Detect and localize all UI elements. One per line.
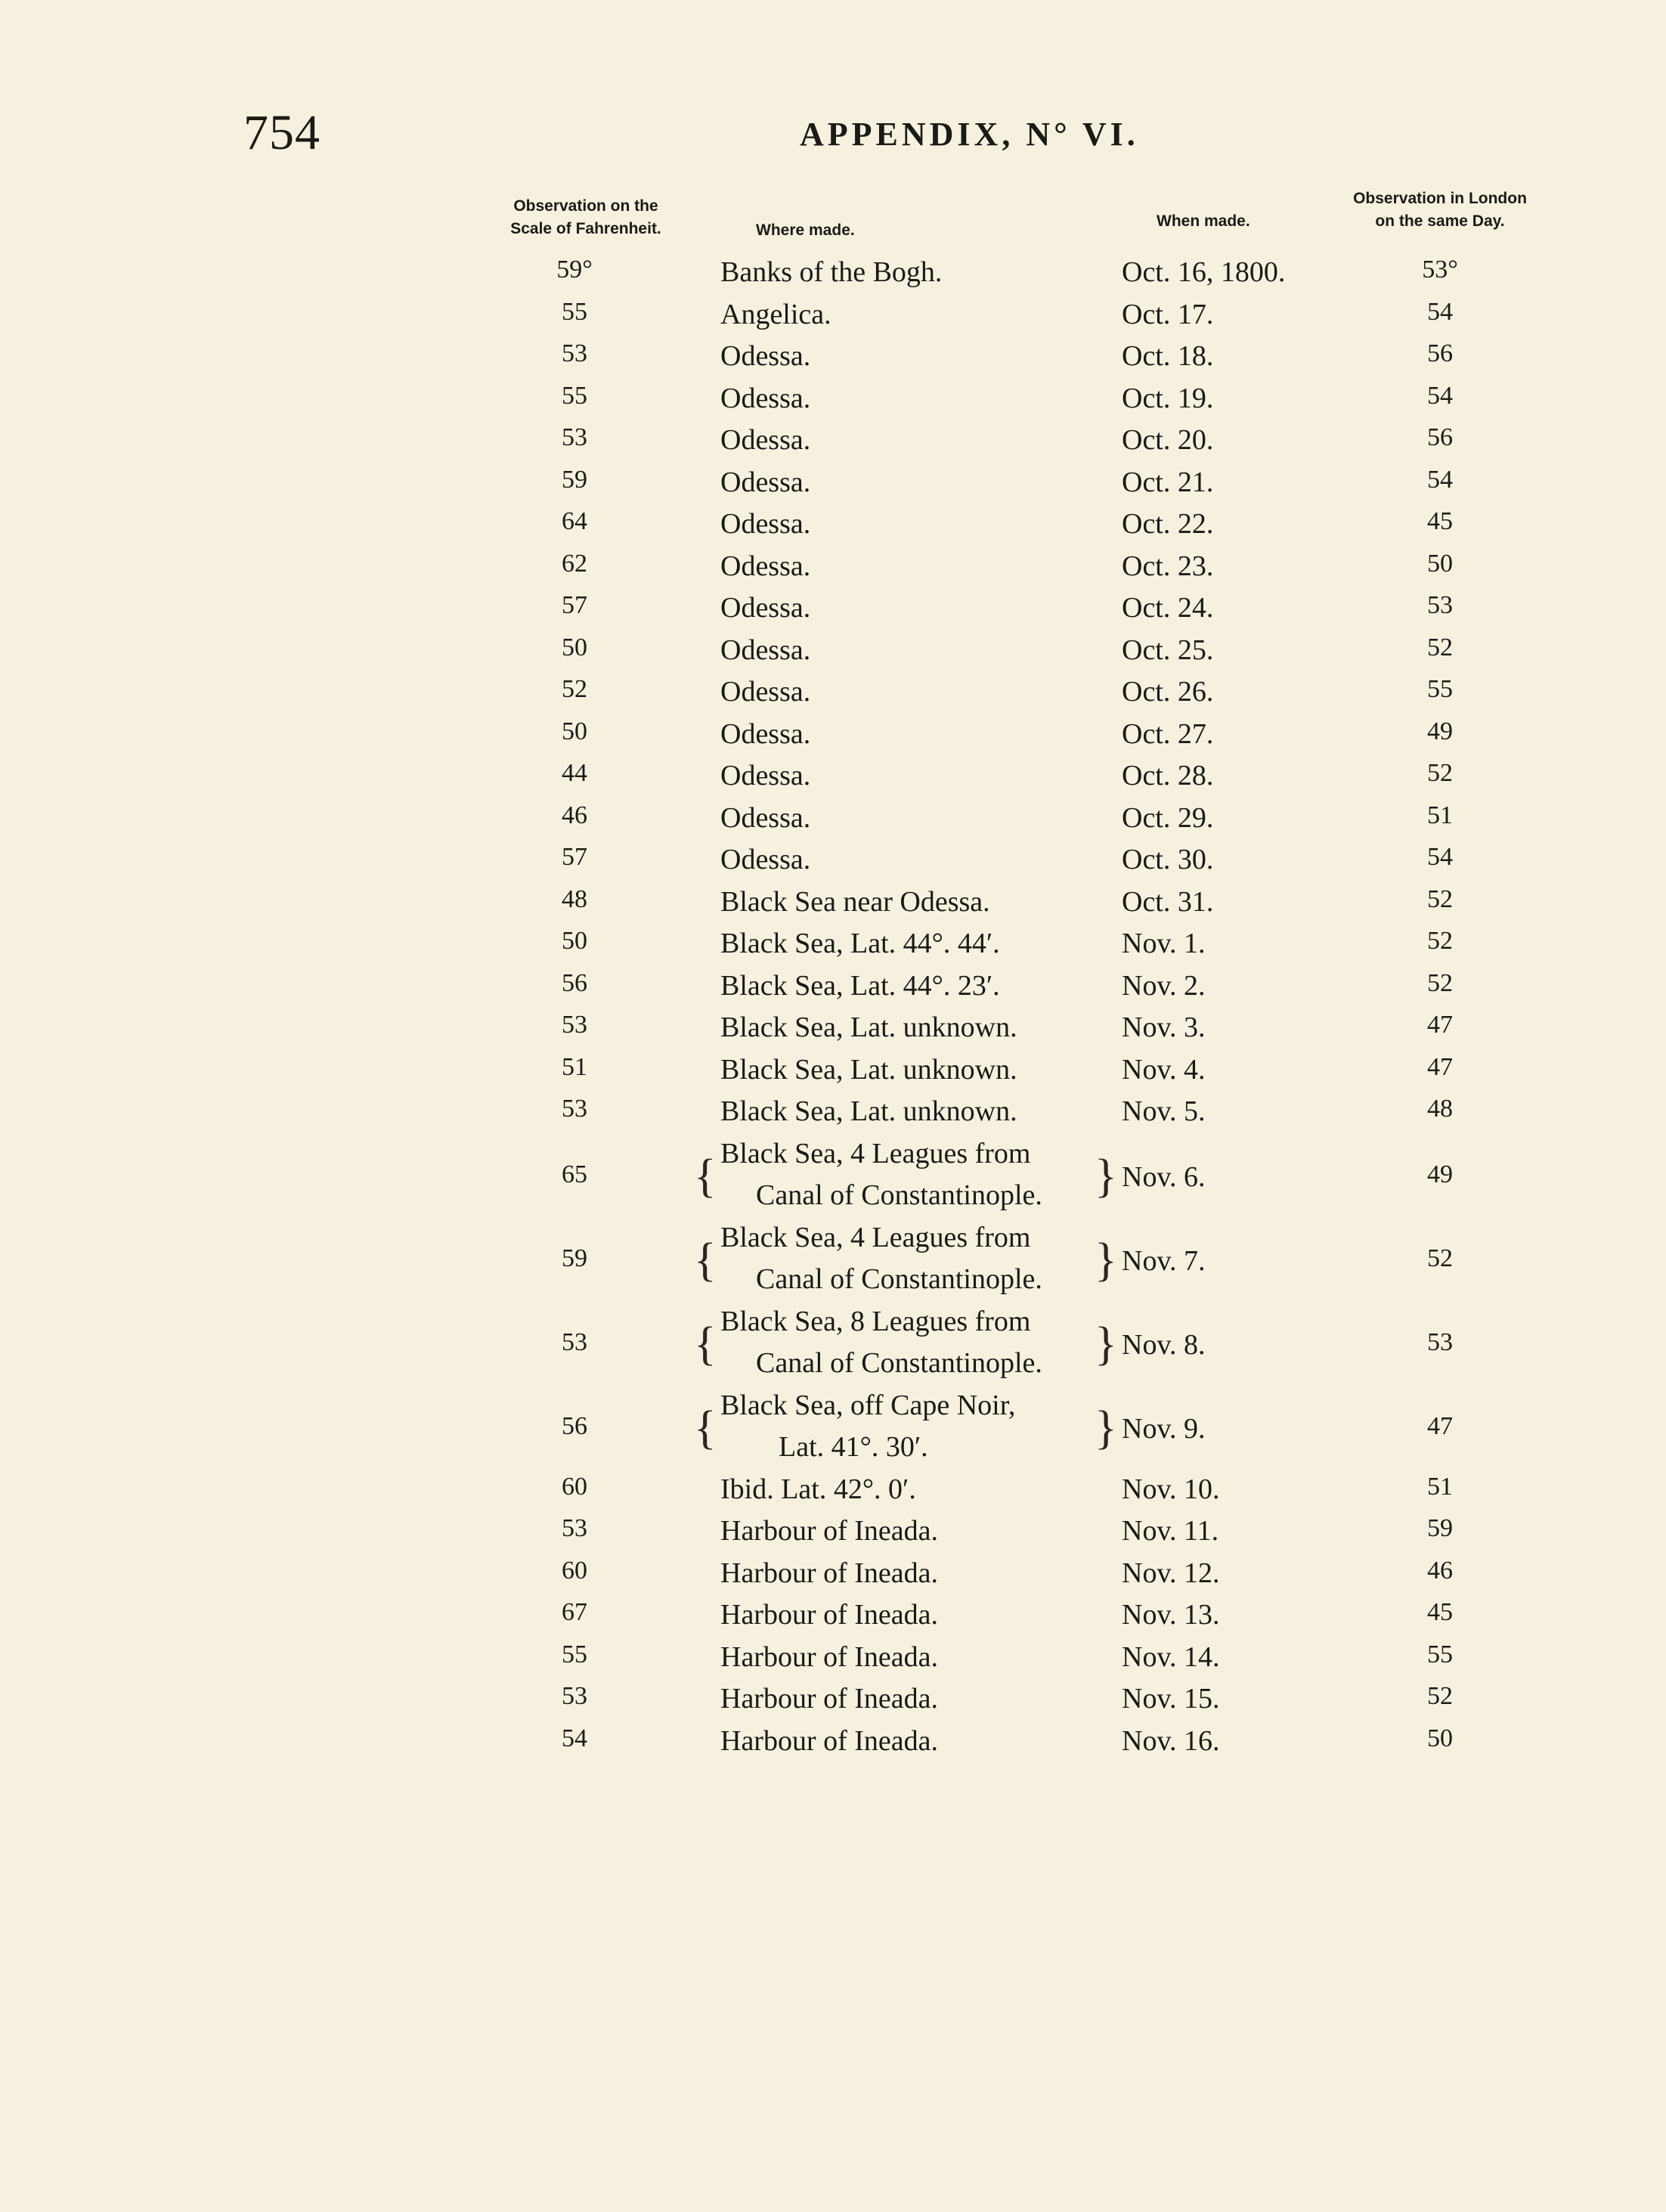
table-row bbox=[0, 256, 1666, 298]
location: Harbour of Ineada. bbox=[720, 1515, 939, 1547]
table-row bbox=[0, 1724, 1666, 1767]
location: Harbour of Ineada. bbox=[720, 1640, 939, 1673]
fahrenheit-value: 56 bbox=[562, 968, 587, 997]
header-london-line1: Observation in London bbox=[1353, 190, 1527, 207]
fahrenheit-value: 56 bbox=[562, 1412, 587, 1440]
fahrenheit-value: 54 bbox=[562, 1724, 587, 1752]
fahrenheit-value: 50 bbox=[562, 927, 587, 955]
london-value: 54 bbox=[1427, 465, 1453, 494]
fahrenheit-value: 53 bbox=[562, 1095, 587, 1123]
table-row bbox=[0, 843, 1666, 885]
location-line1: Black Sea, 4 Leagues from bbox=[720, 1221, 1031, 1253]
london-value: 52 bbox=[1427, 633, 1453, 661]
london-value: 47 bbox=[1427, 1011, 1453, 1039]
location: Odessa. bbox=[720, 801, 811, 834]
fahrenheit-value: 50 bbox=[562, 633, 587, 661]
left-brace: { bbox=[694, 1235, 717, 1286]
table-row bbox=[0, 885, 1666, 928]
fahrenheit-value: 53 bbox=[562, 423, 587, 451]
right-brace: } bbox=[1095, 1318, 1117, 1370]
fahrenheit-value: 60 bbox=[562, 1472, 587, 1501]
location: Odessa. bbox=[720, 508, 811, 540]
date: Nov. 16. bbox=[1122, 1724, 1220, 1757]
location: Odessa. bbox=[720, 844, 811, 875]
date: Nov. 12. bbox=[1122, 1557, 1220, 1589]
london-value: 51 bbox=[1427, 1472, 1453, 1501]
london-value: 53 bbox=[1427, 591, 1453, 619]
date: Oct. 30. bbox=[1122, 844, 1214, 875]
table-row bbox=[0, 423, 1666, 466]
fahrenheit-value: 51 bbox=[562, 1052, 587, 1081]
location: Black Sea, Lat. unknown. bbox=[720, 1095, 1017, 1127]
left-brace: { bbox=[694, 1318, 717, 1370]
location-line2: Lat. 41°. 30′. bbox=[779, 1431, 928, 1463]
location: Odessa. bbox=[720, 634, 811, 666]
header-fahrenheit-line1: Observation on the bbox=[513, 197, 658, 215]
table-row bbox=[0, 675, 1666, 717]
location: Black Sea, Lat. 44°. 44′. bbox=[720, 928, 1000, 959]
london-value: 54 bbox=[1427, 843, 1453, 871]
fahrenheit-value: 52 bbox=[562, 675, 587, 703]
table-row bbox=[0, 1221, 1666, 1305]
date: Oct. 18. bbox=[1122, 340, 1214, 372]
page-title: APPENDIX, N° VI. bbox=[800, 116, 1139, 153]
right-brace: } bbox=[1095, 1402, 1117, 1454]
date: Oct. 24. bbox=[1122, 592, 1214, 624]
table-row bbox=[0, 927, 1666, 969]
london-value: 45 bbox=[1427, 507, 1453, 535]
fahrenheit-value: 67 bbox=[562, 1598, 587, 1626]
date: Oct. 31. bbox=[1122, 885, 1214, 918]
london-value: 55 bbox=[1427, 1640, 1453, 1668]
london-value: 54 bbox=[1427, 381, 1453, 410]
fahrenheit-value: 64 bbox=[562, 507, 587, 535]
location-line2: Canal of Constantinople. bbox=[756, 1179, 1042, 1211]
location: Odessa. bbox=[720, 382, 811, 414]
date: Oct. 25. bbox=[1122, 634, 1214, 666]
date: Oct. 27. bbox=[1122, 717, 1214, 750]
location: Harbour of Ineada. bbox=[720, 1683, 939, 1715]
table-row bbox=[0, 969, 1666, 1012]
london-value: 52 bbox=[1427, 1682, 1453, 1710]
location: Harbour of Ineada. bbox=[720, 1557, 939, 1589]
date: Oct. 22. bbox=[1122, 508, 1214, 540]
location: Odessa. bbox=[720, 424, 811, 456]
london-value: 56 bbox=[1427, 423, 1453, 451]
location: Odessa. bbox=[720, 592, 811, 624]
fahrenheit-value: 62 bbox=[562, 549, 587, 578]
london-value: 52 bbox=[1427, 884, 1453, 913]
london-value: 50 bbox=[1427, 549, 1453, 578]
fahrenheit-value: 59 bbox=[562, 1244, 587, 1272]
table-row bbox=[0, 382, 1666, 424]
london-value: 49 bbox=[1427, 717, 1453, 745]
date: Nov. 6. bbox=[1122, 1161, 1206, 1193]
london-value: 49 bbox=[1427, 1160, 1453, 1188]
location: Harbour of Ineada. bbox=[720, 1599, 939, 1631]
date: Nov. 10. bbox=[1122, 1473, 1220, 1505]
date: Oct. 29. bbox=[1122, 801, 1214, 834]
fahrenheit-value: 53 bbox=[562, 1514, 587, 1542]
date: Nov. 1. bbox=[1122, 928, 1206, 959]
location: Odessa. bbox=[720, 717, 811, 750]
date: Nov. 2. bbox=[1122, 969, 1206, 1002]
table-row bbox=[0, 1053, 1666, 1095]
fahrenheit-value: 57 bbox=[562, 591, 587, 619]
left-brace: { bbox=[694, 1402, 717, 1454]
london-value: 46 bbox=[1427, 1556, 1453, 1585]
location: Black Sea, Lat. unknown. bbox=[720, 1012, 1017, 1043]
table-row bbox=[0, 1305, 1666, 1389]
fahrenheit-value: 53 bbox=[562, 1682, 587, 1710]
london-value: 48 bbox=[1427, 1095, 1453, 1123]
header-where: Where made. bbox=[756, 222, 855, 239]
table-row bbox=[0, 1640, 1666, 1683]
date: Nov. 15. bbox=[1122, 1683, 1220, 1715]
header-when: When made. bbox=[1157, 212, 1250, 230]
london-value: 59 bbox=[1427, 1514, 1453, 1542]
location: Odessa. bbox=[720, 550, 811, 582]
fahrenheit-value: 55 bbox=[562, 1640, 587, 1668]
london-value: 56 bbox=[1427, 339, 1453, 367]
london-value: 52 bbox=[1427, 759, 1453, 787]
table-row bbox=[0, 550, 1666, 592]
date: Oct. 19. bbox=[1122, 382, 1214, 414]
date: Nov. 13. bbox=[1122, 1599, 1220, 1631]
location-line1: Black Sea, 8 Leagues from bbox=[720, 1305, 1031, 1337]
fahrenheit-value: 65 bbox=[562, 1160, 587, 1188]
header-london-line2: on the same Day. bbox=[1375, 212, 1505, 230]
date: Oct. 21. bbox=[1122, 466, 1214, 498]
location-line2: Canal of Constantinople. bbox=[756, 1263, 1042, 1295]
london-value: 52 bbox=[1427, 1244, 1453, 1272]
date: Nov. 5. bbox=[1122, 1095, 1206, 1127]
table-row bbox=[0, 1473, 1666, 1515]
location: Odessa. bbox=[720, 466, 811, 498]
date: Nov. 4. bbox=[1122, 1053, 1206, 1086]
london-value: 53 bbox=[1427, 1328, 1453, 1356]
date: Oct. 28. bbox=[1122, 760, 1214, 792]
london-value: 51 bbox=[1427, 801, 1453, 829]
date: Nov. 14. bbox=[1122, 1640, 1220, 1673]
date: Nov. 9. bbox=[1122, 1413, 1206, 1445]
london-value: 54 bbox=[1427, 297, 1453, 326]
location: Odessa. bbox=[720, 676, 811, 708]
london-value: 47 bbox=[1427, 1052, 1453, 1081]
location: Black Sea, Lat. unknown. bbox=[720, 1053, 1017, 1086]
date: Nov. 8. bbox=[1122, 1329, 1206, 1361]
date: Oct. 17. bbox=[1122, 298, 1214, 330]
fahrenheit-value: 44 bbox=[562, 759, 587, 787]
table-row bbox=[0, 1095, 1666, 1137]
date: Oct. 26. bbox=[1122, 676, 1214, 708]
london-value: 52 bbox=[1427, 927, 1453, 955]
fahrenheit-value: 53 bbox=[562, 339, 587, 367]
fahrenheit-value: 55 bbox=[562, 381, 587, 410]
fahrenheit-value: 53 bbox=[562, 1011, 587, 1039]
table-row bbox=[0, 507, 1666, 550]
fahrenheit-value: 59 bbox=[562, 465, 587, 494]
location-line2: Canal of Constantinople. bbox=[756, 1347, 1042, 1379]
fahrenheit-value: 50 bbox=[562, 717, 587, 745]
fahrenheit-value: 57 bbox=[562, 843, 587, 871]
location: Ibid. Lat. 42°. 0′. bbox=[720, 1473, 916, 1505]
fahrenheit-value: 59° bbox=[556, 256, 593, 283]
location-line1: Black Sea, off Cape Noir, bbox=[720, 1389, 1016, 1421]
table-row bbox=[0, 1557, 1666, 1599]
table-row bbox=[0, 634, 1666, 676]
location: Odessa. bbox=[720, 340, 811, 372]
page-number: 754 bbox=[243, 105, 321, 160]
table-row bbox=[0, 466, 1666, 508]
fahrenheit-value: 55 bbox=[562, 297, 587, 326]
fahrenheit-value: 60 bbox=[562, 1556, 587, 1585]
location: Harbour of Ineada. bbox=[720, 1724, 939, 1757]
table-row bbox=[0, 1389, 1666, 1473]
location: Odessa. bbox=[720, 760, 811, 792]
date: Nov. 3. bbox=[1122, 1012, 1206, 1043]
table-row bbox=[0, 1137, 1666, 1221]
date: Nov. 11. bbox=[1122, 1515, 1219, 1547]
table-row bbox=[0, 1682, 1666, 1724]
london-value: 55 bbox=[1427, 675, 1453, 703]
date: Oct. 20. bbox=[1122, 424, 1214, 456]
right-brace: } bbox=[1095, 1151, 1117, 1202]
table-row bbox=[0, 1514, 1666, 1557]
fahrenheit-value: 53 bbox=[562, 1328, 587, 1356]
table-row bbox=[0, 717, 1666, 760]
london-value: 52 bbox=[1427, 968, 1453, 997]
table-row bbox=[0, 298, 1666, 340]
london-value: 53° bbox=[1422, 256, 1458, 283]
table-row bbox=[0, 1598, 1666, 1640]
london-value: 50 bbox=[1427, 1724, 1453, 1752]
table-row bbox=[0, 339, 1666, 382]
fahrenheit-value: 46 bbox=[562, 801, 587, 829]
london-value: 47 bbox=[1427, 1412, 1453, 1440]
date: Nov. 7. bbox=[1122, 1245, 1206, 1277]
left-brace: { bbox=[694, 1151, 717, 1202]
location: Angelica. bbox=[720, 298, 831, 330]
london-value: 45 bbox=[1427, 1598, 1453, 1626]
header-fahrenheit-line2: Scale of Fahrenheit. bbox=[510, 220, 661, 237]
location-line1: Black Sea, 4 Leagues from bbox=[720, 1137, 1031, 1170]
location: Black Sea, Lat. 44°. 23′. bbox=[720, 969, 1000, 1002]
date: Oct. 23. bbox=[1122, 550, 1214, 582]
fahrenheit-value: 48 bbox=[562, 884, 587, 913]
table-row bbox=[0, 801, 1666, 844]
location: Black Sea near Odessa. bbox=[720, 885, 990, 918]
table-row bbox=[0, 759, 1666, 801]
location: Banks of the Bogh. bbox=[720, 256, 943, 288]
table-row bbox=[0, 1011, 1666, 1053]
table-row bbox=[0, 591, 1666, 634]
right-brace: } bbox=[1095, 1235, 1117, 1286]
date: Oct. 16, 1800. bbox=[1122, 256, 1286, 288]
